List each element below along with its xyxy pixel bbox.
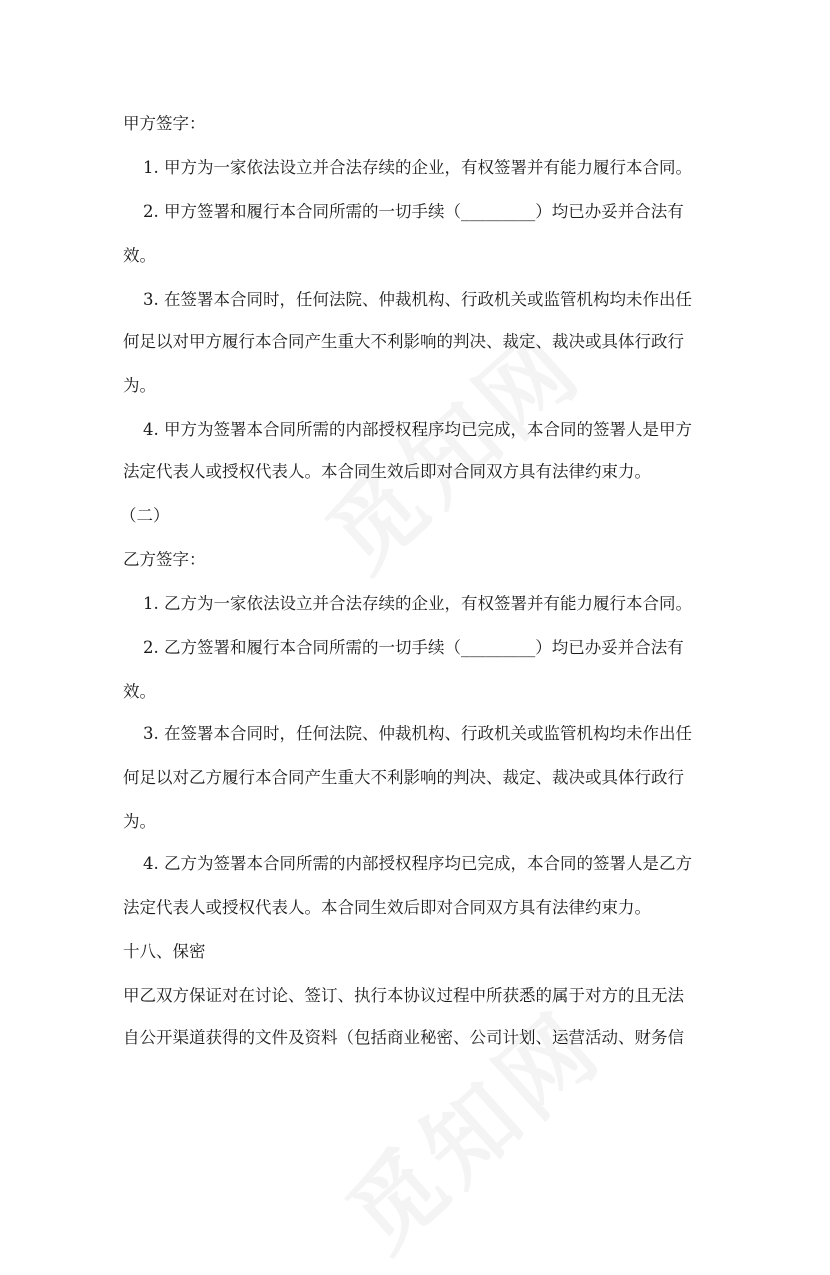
party-a-clause-4-cont: 法定代表人或授权代表人。本合同生效后即对合同双方具有法律约束力。 — [123, 462, 651, 481]
party-a-clause-3-cont: 为。 — [123, 376, 156, 395]
party-b-clause-4: 4. 乙方为签署本合同所需的内部授权程序均已完成，本合同的签署人是乙方 — [143, 854, 692, 873]
party-a-clause-1: 1. 甲方为一家依法设立并合法存续的企业，有权签署并有能力履行本合同。 — [143, 158, 692, 177]
watermark — [314, 977, 625, 1275]
heading-confidentiality: 十八、保密 — [123, 942, 206, 961]
party-b-clause-4-cont: 法定代表人或授权代表人。本合同生效后即对合同双方具有法律约束力。 — [123, 898, 651, 917]
party-a-clause-4: 4. 甲方为签署本合同所需的内部授权程序均已完成，本合同的签署人是甲方 — [143, 420, 692, 439]
heading-party-b-signature: 乙方签字： — [123, 550, 206, 569]
party-b-clause-2-cont: 效。 — [123, 682, 156, 701]
party-b-clause-1: 1. 乙方为一家依法设立并合法存续的企业，有权签署并有能力履行本合同。 — [143, 594, 692, 613]
party-a-clause-3: 3. 在签署本合同时，任何法院、仲裁机构、行政机关或监管机构均未作出任 — [143, 290, 692, 309]
heading-party-a-signature: 甲方签字： — [123, 114, 206, 133]
party-a-clause-2-cont: 效。 — [123, 246, 156, 265]
party-b-clause-3-cont: 何足以对乙方履行本合同产生重大不利影响的判决、裁定、裁决或具体行政行 — [123, 768, 684, 787]
confidentiality-text-cont: 自公开渠道获得的文件及资料（包括商业秘密、公司计划、运营活动、财务信 — [123, 1028, 684, 1047]
confidentiality-text: 甲乙双方保证对在讨论、签订、执行本协议过程中所获悉的属于对方的且无法 — [123, 986, 684, 1005]
party-a-clause-3-cont: 何足以对甲方履行本合同产生重大不利影响的判决、裁定、裁决或具体行政行 — [123, 332, 684, 351]
party-a-clause-2: 2. 甲方签署和履行本合同所需的一切手续（_________）均已办妥并合法有 — [143, 202, 684, 221]
party-b-clause-3: 3. 在签署本合同时，任何法院、仲裁机构、行政机关或监管机构均未作出任 — [143, 724, 692, 743]
party-b-clause-2: 2. 乙方签署和履行本合同所需的一切手续（_________）均已办妥并合法有 — [143, 638, 684, 657]
section-number: （二） — [120, 506, 170, 525]
party-b-clause-3-cont: 为。 — [123, 812, 156, 831]
